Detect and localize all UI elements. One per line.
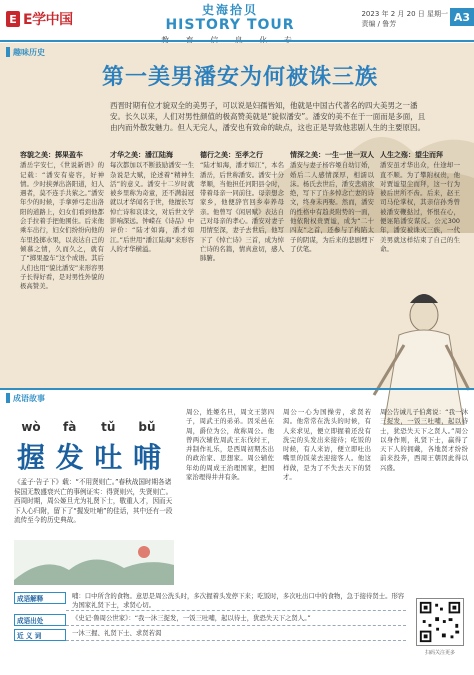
section-tag-history <box>6 46 45 58</box>
column-heading: 才华之美：潘江陆海 <box>110 151 173 159</box>
article-intro: 西晋时期有位才貌双全的美男子，可以说是妇孺皆知，他就是中国古代著名的四大美男之一潘安。长久以来，人们对男性颜值的极高赞美就是“貌似潘安”。潘安的美不在于一面而是多面，且由内而外散发魅力。但人无完人，潘安也有致命的缺点，这也正是导致他悲剧人生的主要原因。 <box>110 101 426 132</box>
column-text: 潘安与妻子杨容姬自幼订婚，婚后二人感情深厚，相濡以沫。杨氏去世后，潘安悲痛欲绝，写下了许多悼念亡妻的诗文，终身未再娶。然而，潘安的性格中有趋炎附势的一面，他依附权贵贾谧，成为“二十四友”之首，还参与了构陷太子的阴谋，为后来的悲剧埋下了伏笔。 <box>290 161 374 253</box>
column-text: 每次都加以不断鼓励潘安一生杂说是大赋，论述着“精神生活”的意义。潘安十二岁时就被乡里称为奇童，还不满弱冠就以才华闻名于世，他擅长写悼亡诗和哀诔文，对后世文学影响深远。钟嵘在《诗品》中评价：“陆才如海，潘才如江。”后世用“潘江陆海”来形容人的才华横溢。 <box>110 161 194 253</box>
tag-label: 成语故事 <box>13 393 45 403</box>
masthead-meta <box>361 9 448 29</box>
article-column <box>380 150 460 385</box>
masthead-title-en: HISTORY TOUR <box>165 17 295 33</box>
article-column <box>20 150 104 385</box>
logo[interactable] <box>6 8 73 30</box>
info-value: 《史记·鲁周公世家》：“我一沐三捉发，一饭三吐哺，起以待士，犹恐失天下之贤人。” <box>66 614 406 626</box>
qr-code[interactable] <box>416 598 464 646</box>
idiom-lead: 《孟子·告子下》载：“不用贤则亡。”春秋战国时期各诸侯国无数盛衰兴亡的事例证实：得贤则兴，失贤则亡。西周时期，周公姬旦尤为礼贤下士，敬重人才，因而天下人心归附，留下了“握发吐哺”的佳话，其中还有一段流传至今的历史典故。 <box>14 478 173 525</box>
pinyin-syllable: fà <box>62 420 77 434</box>
column-heading: 容貌之美：掷果盈车 <box>20 151 83 159</box>
column-heading: 人生之殇：望尘而拜 <box>380 151 443 159</box>
editor: 责编 / 鲁芳 <box>361 20 397 28</box>
column-text: 潘安虽才华出众，仕途却一直不顺。为了攀附权贵，他对贾谧望尘而拜，这一行为被后世所不齿。后来，赵王司马伦掌权，其亲信孙秀曾被潘安鞭挞过，怀恨在心，便诬陷潘安谋反。公元300年，潘安被诛灭三族，一代美男就这样结束了自己的生命。 <box>380 161 460 253</box>
article-column <box>200 150 284 385</box>
info-value: 哺：口中所含的食物。意思是周公洗头时，多次握着头发停下来；吃饭时，多次吐出口中的食物，急于接待贤士。形容为国家礼贤下士，求贤心切。 <box>66 592 406 611</box>
issue-date: 2023 年 2 月 20 日 <box>361 10 425 18</box>
masthead-title-cn: 史海拾贝 <box>201 3 258 17</box>
idiom-body <box>186 408 468 590</box>
tag-bar <box>6 47 10 57</box>
logo-icon: E <box>6 11 20 27</box>
article-column <box>290 150 374 385</box>
info-key: 近 义 词 <box>14 629 66 641</box>
column-text: “陆才如海，潘才如江”，本名潘岳，后世称潘安。潘安十分孝顺，当他担任河阳县令时，带着母亲一同前往。母亲想念家乡，他便辞官回乡奉养母亲。他曾写《闲居赋》表达自己对母亲的孝心。潘安对妻子用情至深，妻子去世后，他写下了《悼亡诗》三首，成为悼亡诗的名篇，情真意切，感人肺腑。 <box>200 161 284 263</box>
page-number: A3 <box>450 8 474 26</box>
section-tag-idiom <box>6 392 45 404</box>
article-column <box>110 150 194 385</box>
idiom-column: 周公告诫儿子伯禽说：“我一沐三捉发，一饭三吐哺，起以待士，犹恐失天下之贤人。”周公以身作则，礼贤下士，赢得了天下人的拥戴，各地贤才纷纷前来投奔，西周王朝因此得以兴盛。 <box>380 408 468 472</box>
idiom-section-rule <box>0 388 474 402</box>
idiom-info-table <box>14 592 406 644</box>
tag-label: 趣味历史 <box>13 47 45 57</box>
pinyin-syllable: tǔ <box>101 420 116 434</box>
pinyin-syllable: wò <box>21 420 41 434</box>
idiom-character: 握 <box>16 441 45 474</box>
info-key: 成语解释 <box>14 592 66 604</box>
column-heading: 情深之美：一生一世一双人 <box>290 151 374 159</box>
info-value: 一沐三握、礼贤下士、求贤若渴 <box>66 629 406 641</box>
logo-text: E学中国 <box>23 12 73 28</box>
column-heading: 德行之美：至孝之行 <box>200 151 263 159</box>
idiom-column: 周公，姓姬名旦，周文王第四子，周武王的弟弟。因采邑在周，爵位为公，故称周公。他曾两次辅佐周武王东伐纣王，并制作礼乐，是西周初期杰出的政治家、思想家。周公辅佐年幼的周成王治理国家，把国家治理得井井有条。 <box>186 408 274 482</box>
issue-weekday: 星期一 <box>427 10 448 18</box>
info-row <box>14 592 406 611</box>
article-body <box>20 150 460 385</box>
article-title: 第一美男潘安为何被诛三族 <box>101 65 378 90</box>
info-key: 成语出处 <box>14 614 66 626</box>
idiom-character: 吐 <box>94 441 123 474</box>
idiom-pinyin <box>14 420 164 434</box>
qr-caption: 扫码关注更多 <box>424 650 455 656</box>
ink-landscape-illustration <box>14 540 174 585</box>
masthead-rule <box>0 40 474 42</box>
column-text: 潘岳字安仁，《世说新语》的记载：“潘安有姿容，好神情。少时挟弹出洛阳道，妇人遇者，莫不连手共萦之。”潘安年少的时候，手拿弹弓走出洛阳的道路上，妇女们看到他都会手拉着手把他围住。后来他乘车出行，妇女们纷纷向他的车里投掷水果，以表达自己的倾慕之情，久而久之，就有了“掷果盈车”这个成语。其后人们也用“貌比潘安”来形容男子长得好看，是对男性外貌的极高赞美。 <box>20 161 104 291</box>
tag-bar <box>6 393 10 403</box>
idiom-column: 周公一心为国操劳，求贤若渴。他常常在洗头的时候，有人来求见，便立即握着还没有洗完的头发出来接待；吃饭的时候，有人来访，便立即吐出嘴里的饭菜去迎接客人。他这样做，是为了不失去天下的贤才。 <box>283 408 371 482</box>
idiom-title <box>14 436 164 476</box>
info-row <box>14 614 406 626</box>
idiom-character: 发 <box>55 441 84 474</box>
idiom-character: 哺 <box>132 441 161 474</box>
info-row <box>14 629 406 641</box>
masthead <box>0 0 474 42</box>
pinyin-syllable: bǔ <box>138 420 156 434</box>
